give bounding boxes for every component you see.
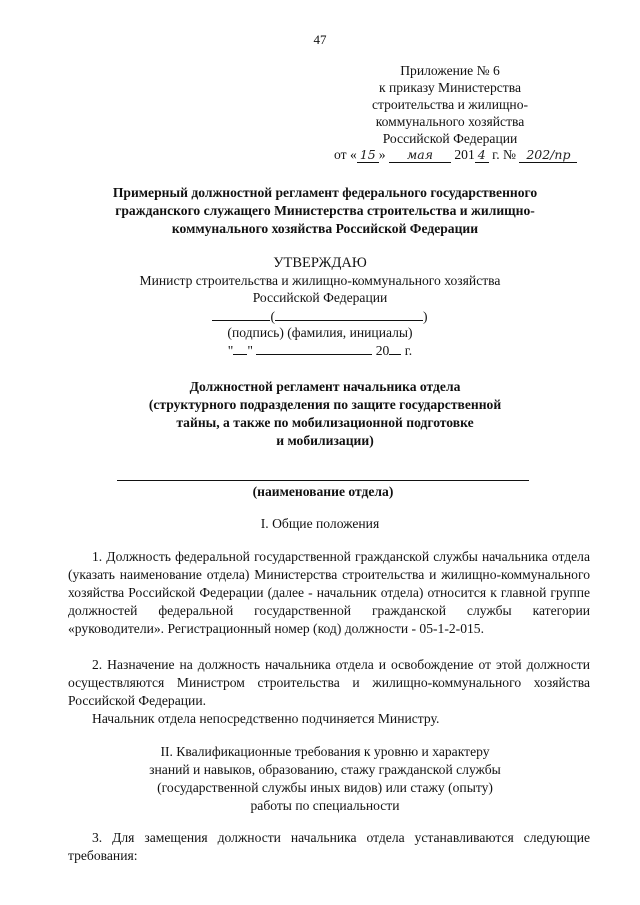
section-2-line: (государственной службы иных видов) или стажу (опыту)	[157, 780, 493, 795]
section-2-heading	[90, 743, 560, 815]
appendix-block	[330, 62, 570, 147]
appendix-line: коммунального хозяйства	[375, 114, 525, 129]
signature-caption: (подпись) (фамилия, инициалы)	[227, 325, 413, 340]
approval-line: Российской Федерации	[252, 290, 388, 305]
approval-date-row	[80, 341, 560, 359]
order-date-line	[334, 147, 624, 163]
paragraph-3: Начальник отдела непосредственно подчиняется Министру.	[92, 711, 440, 726]
handwritten-order-number: 202/пр	[519, 147, 577, 163]
department-caption: (наименование отдела)	[252, 484, 394, 499]
section-1-heading: I. Общие положения	[260, 516, 380, 531]
regulation-title-line: Должностной регламент начальника отдела	[189, 379, 461, 394]
appendix-line: Российской Федерации	[382, 131, 518, 146]
section-2-line: II. Квалификационные требования к уровню и характеру	[160, 744, 490, 759]
date-mid: »	[378, 147, 386, 162]
approval-line: Министр строительства и жилищно-коммунального хозяйства	[139, 273, 501, 288]
date-prefix: от «	[334, 147, 357, 162]
department-name-line	[117, 480, 529, 481]
regulation-title-line: и мобилизации)	[276, 433, 374, 448]
handwritten-year-digit: 4	[475, 147, 489, 163]
name-blank	[275, 306, 423, 321]
approval-date-quote: "	[227, 343, 234, 358]
title-line: коммунального хозяйства Российской Федерации	[171, 221, 479, 236]
approval-day-blank	[233, 341, 247, 355]
page-number: 47	[313, 32, 327, 47]
approval-block	[80, 255, 560, 359]
title-line: гражданского служащего Министерства строительства и жилищно-	[115, 203, 535, 218]
approval-year-blank	[389, 341, 401, 355]
signature-blank	[212, 306, 270, 321]
section-2-line: знаний и навыков, образованию, стажу гражданской службы	[149, 762, 501, 777]
document-title	[70, 184, 580, 238]
section-2-line: работы по специальности	[250, 798, 400, 813]
regulation-title	[80, 378, 570, 450]
handwritten-month: мая	[389, 147, 451, 163]
title-line: Примерный должностной регламент федерального государственного	[112, 185, 538, 200]
date-year-prefix: 201	[454, 147, 475, 162]
signature-paren-open: (	[270, 309, 275, 324]
approval-month-blank	[256, 341, 372, 355]
appendix-line: строительства и жилищно-	[371, 97, 529, 112]
paragraph-1: 1. Должность федеральной государственной гражданской службы начальника отдела (указать наименование отдела) Министерства строительства и жилищно-коммунального хозяйства Российской Федерации (далее - начальник отдела) относится к главной группе должностей федеральной государственной гражданской службы категории «руководители». Регистрационный номер (код) должности - 05-1-2-015.	[68, 549, 590, 636]
paragraph-4: 3. Для замещения должности начальника отдела устанавливаются следующие требования:	[68, 830, 590, 863]
paragraph-2: 2. Назначение на должность начальника отдела и освобождение от этой должности осуществляются Министром строительства и жилищно-коммунального хозяйства Российской Федерации.	[68, 657, 590, 708]
regulation-title-line: тайны, а также по мобилизационной подготовке	[176, 415, 474, 430]
date-year-suffix: г. №	[492, 147, 516, 162]
approval-date-suffix: г.	[404, 343, 413, 358]
approval-year: 20	[375, 343, 390, 358]
approval-heading: УТВЕРЖДАЮ	[273, 255, 367, 271]
approval-date-quote: "	[247, 343, 253, 358]
appendix-line: Приложение № 6	[400, 63, 500, 78]
appendix-line: к приказу Министерства	[378, 80, 522, 95]
signature-paren-close: )	[423, 309, 428, 324]
regulation-title-line: (структурного подразделения по защите государственной	[148, 397, 502, 412]
signature-row	[80, 306, 560, 324]
handwritten-day: 15	[357, 147, 379, 163]
